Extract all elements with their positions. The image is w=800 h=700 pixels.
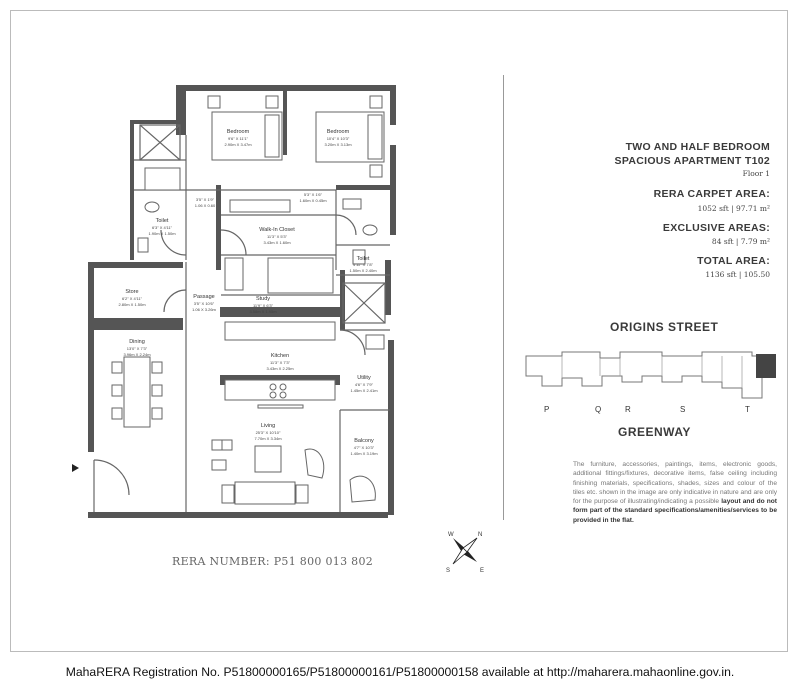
kitchen-dim2: 3.43m X 2.25m: [266, 366, 294, 371]
closet-small-dim2: 1.06 X 0.60: [194, 203, 216, 208]
store-name: Store: [125, 289, 139, 295]
kitchen-name: Kitchen: [270, 353, 290, 359]
entry-arrow-icon: [72, 464, 79, 472]
greenway-label: GREENWAY: [618, 425, 691, 439]
toilet1-name: Toilet: [155, 218, 169, 224]
key-plan-block: [526, 352, 762, 398]
rera-carpet-value: 1052 sft | 97.71 m²: [697, 204, 770, 213]
balcony-dim2: 1.40m X 3.19m: [350, 451, 378, 456]
closet-right-dim2: 1.60m X 0.45m: [299, 198, 327, 203]
column-t: T: [745, 405, 750, 414]
vertical-divider: [503, 75, 504, 520]
exclusive-areas-value: 84 sft | 7.79 m²: [711, 237, 770, 246]
dining-dim2: 3.96m X 2.24m: [123, 352, 151, 357]
toilet1-dim2: 1.90m X 1.50m: [148, 231, 176, 236]
study-name: Study: [255, 296, 271, 302]
dining-name: Dining: [129, 339, 145, 345]
study-dim1: 11'9" X 6'3": [252, 303, 274, 308]
disclaimer: [573, 460, 777, 525]
rera-carpet-label: RERA CARPET AREA:: [653, 188, 770, 200]
utility-dim2: 1.45m X 2.41m: [350, 388, 378, 393]
walkin-dim1: 11'3" X 5'3": [266, 234, 288, 239]
toilet2-name: Toilet: [356, 256, 370, 262]
exclusive-areas-label: EXCLUSIVE AREAS:: [662, 222, 770, 234]
living-dim1: 25'3" X 10'10": [255, 430, 281, 435]
compass-n: N: [478, 532, 483, 538]
compass-s: S: [446, 568, 451, 574]
floor-label: Floor 1: [742, 169, 770, 178]
bedroom2-dim2: 3.20m X 3.13m: [324, 142, 352, 147]
toilet2-dim2: 1.50m X 2.40m: [349, 268, 377, 273]
utility-name: Utility: [357, 375, 371, 381]
disclaimer-part2: layout and do not form part of the standard specifications/amenities/services to be provided in the flat.: [573, 498, 778, 524]
maharera-footer: MahaRERA Registration No. P51800000165/P51800000161/P51800000158 available at http://maharera.mahaonline.gov.in.: [65, 665, 735, 679]
bedroom1-dim2: 2.90m X 3.47m: [224, 142, 252, 147]
apartment-title-line2: SPACIOUS APARTMENT T102: [614, 155, 770, 167]
kitchen-dim1: 11'3" X 7'3": [269, 360, 291, 365]
rera-number: RERA NUMBER: P51 800 013 802: [172, 555, 374, 568]
balcony-name: Balcony: [354, 438, 374, 444]
compass-e: E: [480, 568, 485, 574]
dining-dim1: 13'0" X 7'3": [126, 346, 148, 351]
balcony-dim1: 4'7" X 10'3": [353, 445, 375, 450]
apartment-title-line1: TWO AND HALF BEDROOM: [625, 141, 770, 153]
column-q: Q: [595, 405, 602, 414]
walkin-dim2: 3.43m X 1.60m: [263, 240, 291, 245]
passage-dim2: 1.06 X 3.26m: [192, 307, 216, 312]
floor-plan: [60, 80, 410, 520]
toilet2-dim1: 4'11" X 7'8": [352, 262, 374, 267]
bedroom2-name: Bedroom: [326, 129, 350, 135]
passage-dim1: 3'5" X 10'6": [193, 301, 215, 306]
closet-small-dim1: 3'5" X 1'9": [195, 197, 215, 202]
total-area-label: TOTAL AREA:: [697, 255, 770, 267]
compass-icon: [440, 528, 490, 574]
bedroom1-name: Bedroom: [226, 129, 250, 135]
column-p: P: [544, 405, 550, 414]
utility-dim1: 4'6" X 7'9": [354, 382, 374, 387]
compass-w: W: [448, 532, 454, 538]
closet-right-dim1: 5'3" X 1'6": [303, 192, 323, 197]
bedroom2-dim1: 10'4" X 10'3": [326, 136, 350, 141]
living-name: Living: [260, 423, 276, 429]
walkin-name: Walk-In Closet: [259, 227, 295, 233]
key-plan-highlight: [756, 354, 776, 378]
column-r: R: [625, 405, 631, 414]
total-area-value: 1136 sft | 105.50: [705, 270, 770, 279]
origins-street-label: ORIGINS STREET: [610, 320, 719, 334]
living-dim2: 7.70m X 3.34m: [254, 436, 282, 441]
store-dim2: 2.80m X 1.50m: [118, 302, 146, 307]
bedroom1-dim1: 9'6" X 11'1": [227, 136, 249, 141]
disclaimer-part1: The furniture, accessories, paintings, items, electronic goods, additional fittings/fixtures, decorative items, false ceiling including finishing materials, specifications, shades, sizes and colour of the tiles etc. shown in the image are only indicative in nature and are only for the purpose of illustrating/indicating a possible: [573, 461, 777, 506]
passage-name: Passage: [193, 294, 215, 300]
key-plan: [522, 348, 782, 400]
toilet1-dim1: 6'3" X 4'11": [151, 225, 173, 230]
column-s: S: [680, 405, 686, 414]
study-dim2: 3.58m X 1.95m: [249, 309, 277, 314]
store-dim1: 6'2" X 4'11": [121, 296, 143, 301]
